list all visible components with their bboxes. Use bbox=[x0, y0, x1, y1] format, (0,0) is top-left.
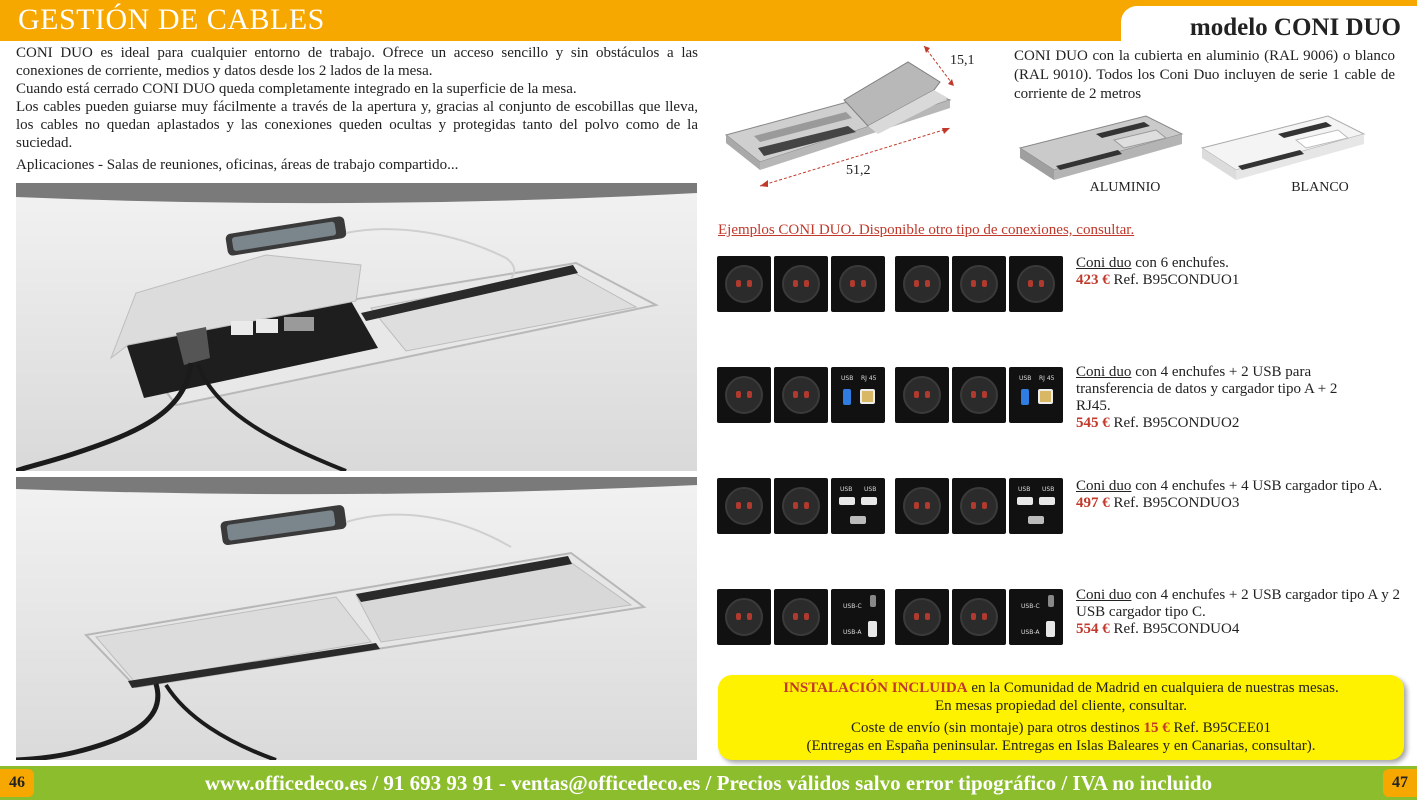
installation-notice bbox=[718, 675, 1404, 760]
product-photo-open bbox=[16, 183, 697, 471]
socket-config-row-2 bbox=[717, 367, 1066, 423]
product-desc: con 4 enchufes + 4 USB cargador tipo A. bbox=[1131, 478, 1383, 494]
power-socket-icon bbox=[952, 589, 1006, 645]
power-socket-icon bbox=[717, 256, 771, 312]
usb-label: USB bbox=[1019, 375, 1032, 382]
power-socket-icon bbox=[952, 478, 1006, 534]
product-price: 497 € bbox=[1076, 495, 1110, 511]
product-price: 545 € bbox=[1076, 415, 1110, 431]
usb-label: USB bbox=[1018, 486, 1031, 493]
usb-c-label: USB-C bbox=[1021, 603, 1040, 610]
installation-text: en la Comunidad de Madrid en cualquiera de nuestras mesas. bbox=[967, 680, 1339, 696]
power-socket-icon bbox=[952, 367, 1006, 423]
power-socket-icon bbox=[895, 478, 949, 534]
product-desc: con 4 enchufes + 2 USB para transferencia de datos y cargador tipo A + 2 RJ45. bbox=[1076, 364, 1338, 414]
product-price: 554 € bbox=[1076, 621, 1110, 637]
power-socket-icon bbox=[1009, 256, 1063, 312]
power-socket-icon bbox=[717, 367, 771, 423]
intro-paragraph: Cuando está cerrado CONI DUO queda completamente integrado en la superficie de la mesa. bbox=[16, 81, 577, 97]
product-desc: con 4 enchufes + 2 USB cargador tipo A y 2 USB cargador tipo C. bbox=[1076, 587, 1400, 620]
usb-rj45-module-icon bbox=[831, 367, 885, 423]
power-socket-icon bbox=[774, 256, 828, 312]
rj45-label: RJ 45 bbox=[1039, 375, 1055, 382]
usb-label: USB bbox=[1042, 486, 1055, 493]
header-bar bbox=[0, 0, 1417, 41]
product-item-3 bbox=[1076, 478, 1411, 512]
variant-white-image bbox=[1198, 110, 1368, 190]
power-socket-icon bbox=[774, 478, 828, 534]
dimension-drawing bbox=[718, 40, 990, 190]
product-item-4 bbox=[1076, 587, 1411, 638]
power-socket-icon bbox=[717, 478, 771, 534]
usb-a-label: USB-A bbox=[843, 629, 862, 636]
shipping-text: Coste de envío (sin montaje) para otros destinos bbox=[851, 720, 1144, 736]
notice-line-2: En mesas propiedad del cliente, consultar. bbox=[934, 698, 1187, 714]
notice-line-3 bbox=[718, 719, 1404, 737]
usb-label: USB bbox=[841, 375, 854, 382]
installation-included: INSTALACIÓN INCLUIDA bbox=[783, 680, 968, 696]
rj45-label: RJ 45 bbox=[861, 375, 877, 382]
footer-bar bbox=[0, 766, 1417, 800]
intro-text bbox=[16, 44, 698, 174]
variant-aluminium-label: ALUMINIO bbox=[1089, 180, 1161, 195]
power-socket-icon bbox=[952, 256, 1006, 312]
usb-c-usb-a-module-icon bbox=[1009, 589, 1063, 645]
power-socket-icon bbox=[831, 256, 885, 312]
product-photo-closed bbox=[16, 477, 697, 760]
power-socket-icon bbox=[717, 589, 771, 645]
power-socket-icon bbox=[774, 367, 828, 423]
intro-paragraph: CONI DUO es ideal para cualquier entorno de trabajo. Ofrece un acceso sencillo y sin obstáculos a las conexiones de corriente, medios y datos desde los 2 lados de la mesa. bbox=[16, 45, 698, 79]
product-name: Coni duo bbox=[1076, 364, 1132, 380]
shipping-ref: Ref. B95CEE01 bbox=[1169, 720, 1271, 736]
usb-label: USB bbox=[864, 486, 877, 493]
examples-heading: Ejemplos CONI DUO. Disponible otro tipo de conexiones, consultar. bbox=[718, 222, 1135, 238]
product-name: Coni duo bbox=[1076, 587, 1132, 603]
product-name: Coni duo bbox=[1076, 478, 1132, 494]
page-number-right: 47 bbox=[1383, 769, 1417, 797]
product-item-2 bbox=[1076, 364, 1366, 432]
product-item-1 bbox=[1076, 255, 1411, 289]
product-ref: Ref. B95CONDUO4 bbox=[1109, 621, 1240, 637]
socket-config-row-1 bbox=[717, 256, 1066, 312]
socket-config-row-4 bbox=[717, 589, 1066, 645]
footer-contact: www.officedeco.es / 91 693 93 91 - ventas@officedeco.es / Precios válidos salvo error tipográfico / IVA no incluido bbox=[204, 771, 1213, 795]
power-socket-icon bbox=[774, 589, 828, 645]
usb-c-label: USB-C bbox=[843, 603, 862, 610]
product-ref: Ref. B95CONDUO1 bbox=[1109, 272, 1240, 288]
usb-charger-module-icon bbox=[1009, 478, 1063, 534]
usb-rj45-module-icon bbox=[1009, 367, 1063, 423]
product-desc: con 6 enchufes. bbox=[1131, 255, 1229, 271]
intro-paragraph: Aplicaciones - Salas de reuniones, oficinas, áreas de trabajo compartido... bbox=[16, 157, 459, 173]
model-name: modelo CONI DUO bbox=[1189, 14, 1401, 41]
product-name: Coni duo bbox=[1076, 255, 1132, 271]
usb-a-label: USB-A bbox=[1021, 629, 1040, 636]
dimension-length: 51,2 bbox=[846, 163, 871, 178]
power-socket-icon bbox=[895, 367, 949, 423]
model-tab bbox=[1121, 6, 1417, 41]
usb-label: USB bbox=[840, 486, 853, 493]
power-socket-icon bbox=[895, 589, 949, 645]
shipping-price: 15 € bbox=[1143, 720, 1170, 736]
power-socket-icon bbox=[895, 256, 949, 312]
product-price: 423 € bbox=[1076, 272, 1110, 288]
usb-charger-module-icon bbox=[831, 478, 885, 534]
product-description: CONI DUO con la cubierta en aluminio (RAL 9006) o blanco (RAL 9010). Todos los Coni Duo incluyen de serie 1 cable de corriente de 2 metros bbox=[1014, 48, 1395, 102]
variant-white-label: BLANCO bbox=[1291, 180, 1349, 195]
product-ref: Ref. B95CONDUO3 bbox=[1109, 495, 1240, 511]
product-ref: Ref. B95CONDUO2 bbox=[1109, 415, 1240, 431]
dimension-depth: 15,1 bbox=[950, 53, 975, 68]
page-number-left: 46 bbox=[0, 769, 34, 797]
page-title: GESTIÓN DE CABLES bbox=[18, 3, 325, 36]
usb-c-usb-a-module-icon bbox=[831, 589, 885, 645]
variant-aluminium-image bbox=[1016, 110, 1186, 190]
notice-line-4: (Entregas en España peninsular. Entregas en Islas Baleares y en Canarias, consultar). bbox=[806, 738, 1316, 754]
intro-paragraph: Los cables pueden guiarse muy fácilmente a través de la apertura y, gracias al conjunto de escobillas que lleva, los cables no quedan aplastados y las conexiones queden ocultas y protegidas tanto del polvo como de la suciedad. bbox=[16, 99, 698, 151]
socket-config-row-3 bbox=[717, 478, 1066, 534]
notice-line-1 bbox=[718, 679, 1404, 697]
